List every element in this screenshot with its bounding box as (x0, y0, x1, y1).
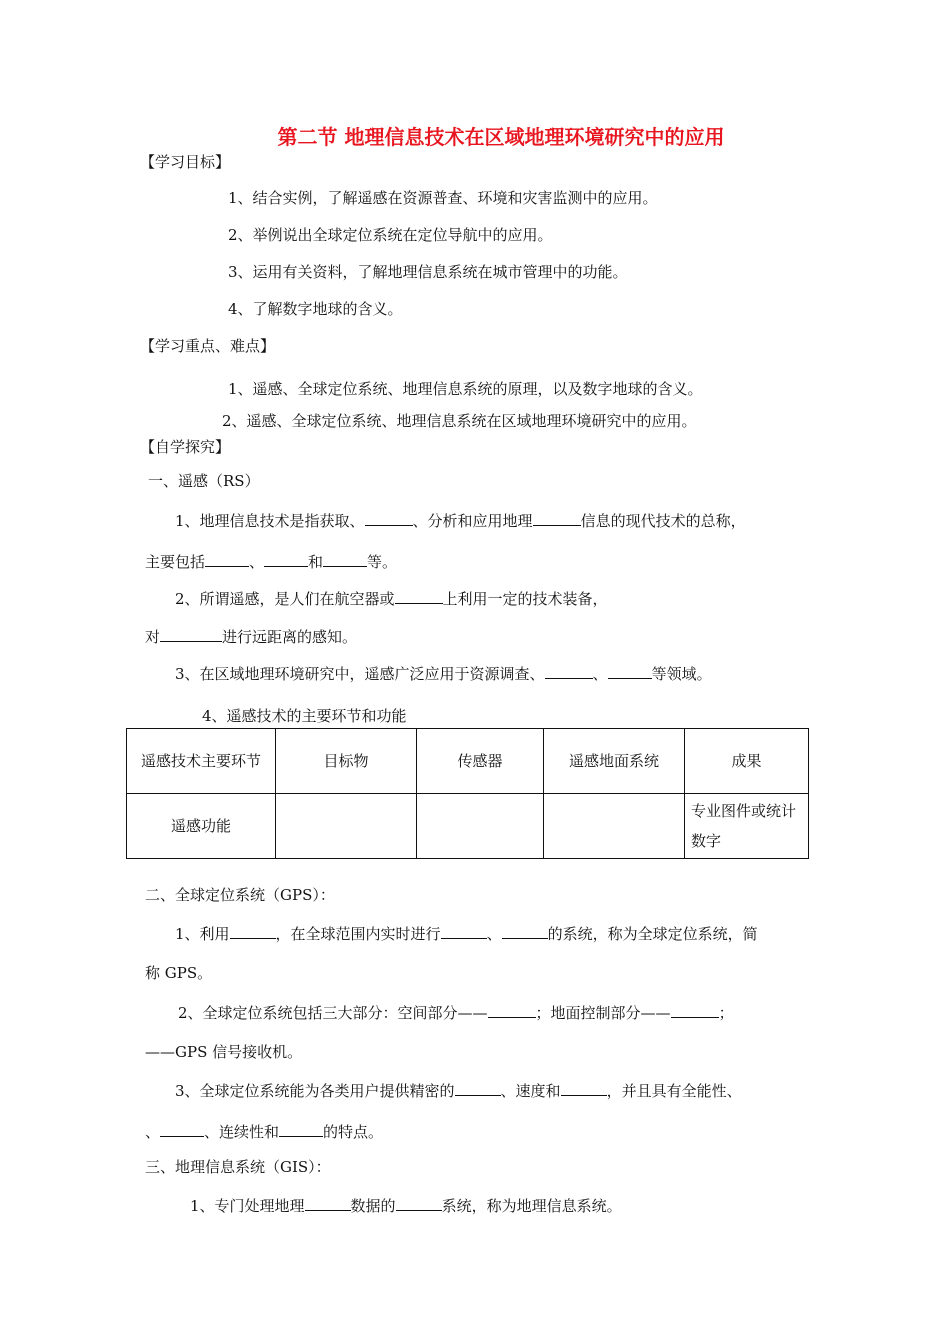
goal-item: 2、举例说出全球定位系统在定位导航中的应用。 (228, 226, 553, 244)
fill-blank[interactable] (323, 550, 367, 567)
keypoint-item: 2、遥感、全球定位系统、地理信息系统在区域地理环境研究中的应用。 (222, 412, 697, 430)
gps-question-2-cont: ——GPS 信号接收机。 (145, 1043, 303, 1061)
table-row (127, 729, 809, 794)
gps-question-3: 3、全球定位系统能为各类用户提供精密的 、速度和 ，并且具有全能性、 (175, 1079, 742, 1101)
gps-question-1: 1、利用 ，在全球范围内实时进行 、 的系统，称为全球定位系统，简 (175, 922, 758, 944)
table-cell[interactable] (417, 794, 544, 859)
fill-blank[interactable] (488, 1001, 536, 1018)
table-header-cell: 遥感地面系统 (544, 729, 685, 794)
table-header-cell: 成果 (685, 729, 809, 794)
gis-question-1: 1、专门处理地理 数据的 系统，称为地理信息系统。 (190, 1194, 622, 1216)
fill-blank[interactable] (441, 922, 487, 939)
rs-question-4: 4、遥感技术的主要环节和功能 (202, 707, 407, 725)
rs-question-3: 3、在区域地理环境研究中，遥感广泛应用于资源调查、 、 等领域。 (175, 662, 712, 684)
keypoints-heading: 【学习重点、难点】 (140, 337, 276, 355)
fill-blank[interactable] (533, 509, 581, 526)
fill-blank[interactable] (230, 922, 276, 939)
fill-blank[interactable] (396, 1194, 442, 1211)
gps-question-1-cont: 称 GPS。 (145, 964, 213, 982)
rs-question-2: 2、所谓遥感，是人们在航空器或 上利用一定的技术装备， (175, 587, 608, 609)
table-cell: 遥感功能 (127, 794, 276, 859)
table-header-cell: 传感器 (417, 729, 544, 794)
gis-heading: 三、地理信息系统（GIS）： (145, 1158, 331, 1176)
fill-blank[interactable] (455, 1079, 501, 1096)
rs-question-1: 1、地理信息技术是指获取、 、分析和应用地理 信息的现代技术的总称， (175, 509, 746, 531)
fill-blank[interactable] (264, 550, 308, 567)
page-title: 第二节 地理信息技术在区域地理环境研究中的应用 (277, 125, 725, 149)
self-study-heading: 【自学探究】 (140, 438, 231, 456)
fill-blank[interactable] (160, 1120, 204, 1137)
fill-blank[interactable] (561, 1079, 607, 1096)
table-row (127, 794, 809, 859)
fill-blank[interactable] (545, 662, 593, 679)
table-header-cell: 目标物 (276, 729, 417, 794)
fill-blank[interactable] (608, 662, 652, 679)
goal-item: 1、结合实例，了解遥感在资源普查、环境和灾害监测中的应用。 (228, 189, 658, 207)
table-header-cell: 遥感技术主要环节 (127, 729, 276, 794)
fill-blank[interactable] (279, 1120, 323, 1137)
gps-heading: 二、全球定位系统（GPS）： (145, 886, 335, 904)
goals-heading: 【学习目标】 (140, 153, 231, 171)
rs-question-2-cont: 对 进行远距离的感知。 (145, 625, 357, 647)
table-cell: 专业图件或统计数字 (685, 794, 809, 859)
fill-blank[interactable] (365, 509, 413, 526)
rs-heading: 一、遥感（RS） (148, 472, 260, 490)
fill-blank[interactable] (671, 1001, 719, 1018)
fill-blank[interactable] (160, 625, 222, 642)
table-cell[interactable] (544, 794, 685, 859)
goal-item: 4、了解数字地球的含义。 (228, 300, 403, 318)
gps-question-3-cont: 、 、连续性和 的特点。 (145, 1120, 383, 1142)
fill-blank[interactable] (205, 550, 249, 567)
table-cell[interactable] (276, 794, 417, 859)
rs-table (126, 728, 809, 859)
fill-blank[interactable] (305, 1194, 351, 1211)
gps-question-2: 2、全球定位系统包括三大部分：空间部分—— ；地面控制部分—— ； (178, 1001, 734, 1023)
rs-question-1-cont: 主要包括 、 和 等。 (145, 550, 397, 572)
fill-blank[interactable] (502, 922, 548, 939)
keypoint-item: 1、遥感、全球定位系统、地理信息系统的原理，以及数字地球的含义。 (228, 380, 703, 398)
goal-item: 3、运用有关资料，了解地理信息系统在城市管理中的功能。 (228, 263, 628, 281)
fill-blank[interactable] (395, 587, 443, 604)
